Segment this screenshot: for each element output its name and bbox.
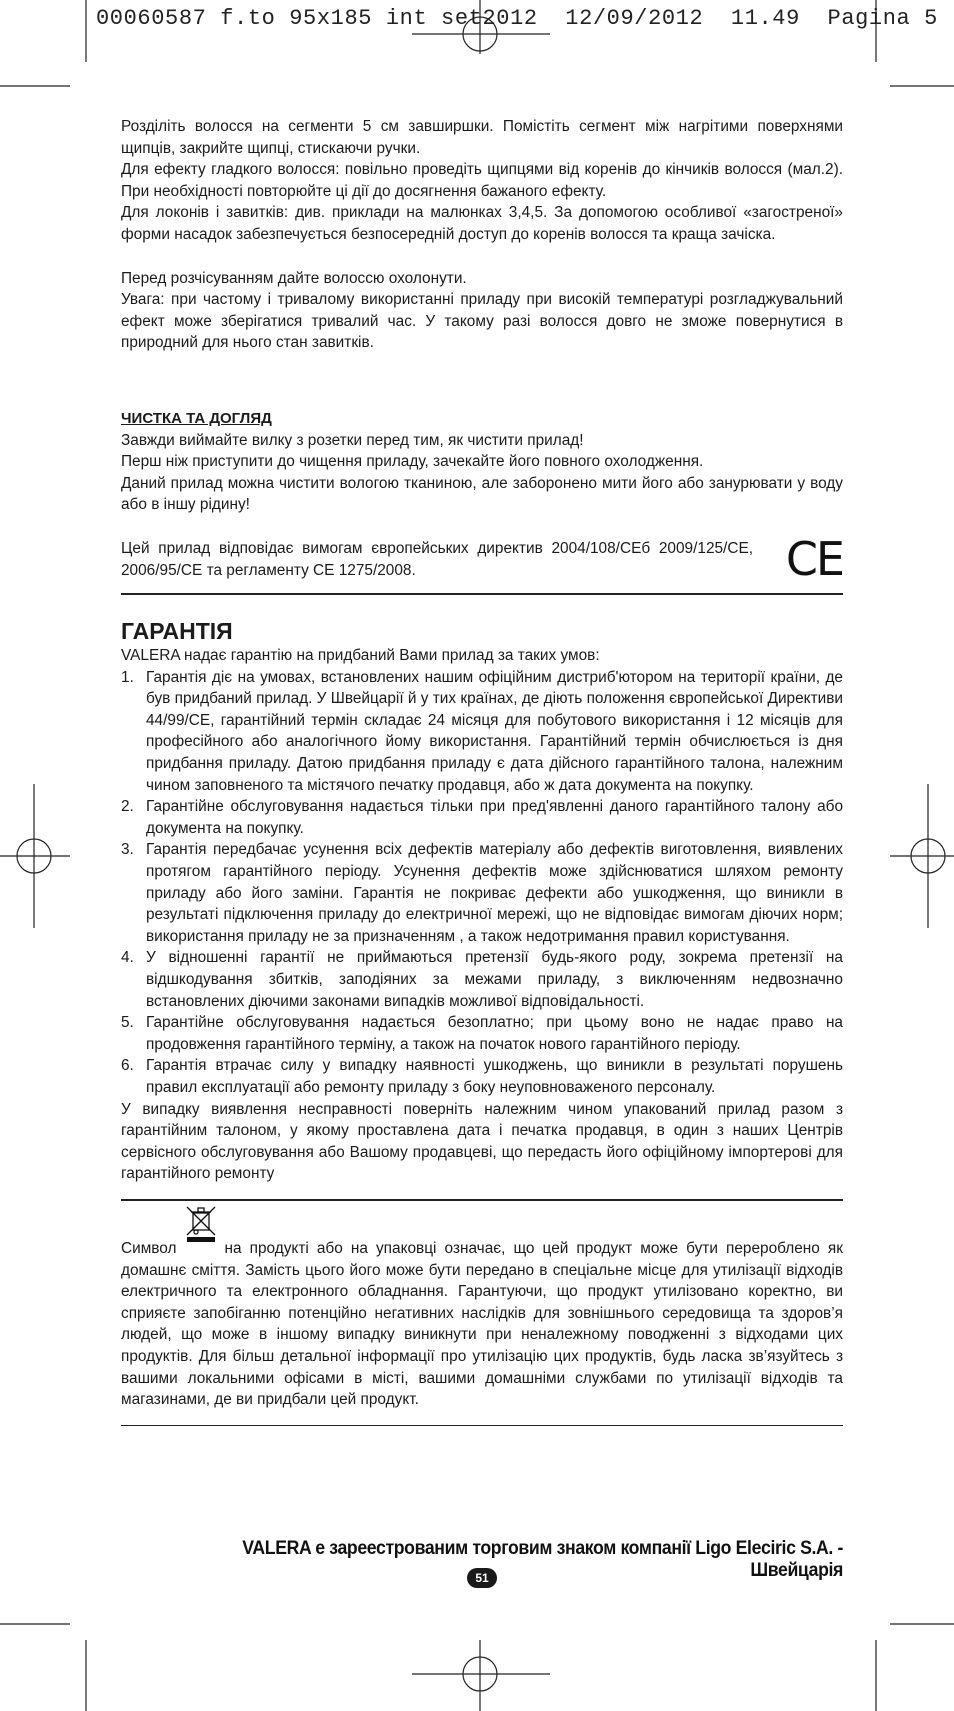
list-number: 3.: [121, 841, 134, 859]
list-item: [121, 839, 843, 947]
usage-paragraph: Розділіть волосся на сегменти 5 см завширшки. Помістіть сегмент між нагрітими поверхнями щипців, закрийте щипці, стискаючи ручки.: [121, 118, 843, 157]
cleaning-paragraph: Завжди виймайте вилку з розетки перед тим, як чистити прилад!: [121, 431, 584, 449]
list-text: Гарантія втрачає силу у випадку наявності ушкоджень, що виникли в результаті порушень правил експлуатації або ремонту приладу з боку неуповноваженого персоналу.: [146, 1057, 843, 1096]
list-number: 4.: [121, 949, 134, 967]
trademark-notice: VALERA е зареестрованим торговим знаком компанії Ligo Elecіric S.A. - Швейцарія: [242, 1538, 844, 1581]
registration-target-bottom: [412, 1640, 550, 1711]
warranty-heading: ГАРАНТІЯ: [121, 618, 233, 645]
list-text: Гарантійне обслуговування надається безоплатно; при цьому воно не надає право на продовження гарантійного терміну, а також на початок нового гарантійного періоду.: [146, 1014, 843, 1053]
page-content: [121, 116, 843, 1426]
list-number: 1.: [121, 668, 134, 686]
cleaning-paragraph: Даний прилад можна чистити вологою тканиною, але заборонено мити його або занурювати у воду або в іншу рідину!: [121, 474, 843, 514]
warranty-intro: VALERA надає гарантію на придбаний Вами прилад за таких умов:: [121, 647, 600, 665]
list-number: 5.: [121, 1014, 134, 1032]
registration-target-left: [0, 784, 70, 928]
list-text: Гарантійне обслуговування надається тільки при пред'явленні даного гарантійного талону або документа на покупку.: [146, 798, 843, 837]
list-item: [121, 1055, 843, 1098]
cooling-paragraph: Перед розчісуванням дайте волоссю охолонути.: [121, 269, 467, 287]
compliance-row: [121, 531, 843, 586]
list-number: 6.: [121, 1057, 134, 1075]
cleaning-section: [121, 408, 843, 586]
list-text: У відношенні гарантії не приймаються претензії будь-якого роду, зокрема претензії на відшкодування збитків, заподіяних за межами приладу, з виключенням недвозначно встановлених діючими законами випадків можливої відповідальності.: [146, 949, 843, 1010]
cleaning-heading: ЧИСТКА ТА ДОГЛЯД: [121, 409, 272, 427]
cooling-paragraph: Увага: при частому і тривалому використанні приладу при високій температурі розгладжувальний ефект може зберігатися тривалий час. У такому разі волосся довго не зможе повернутися в природний для нього стан завитків.: [121, 291, 843, 352]
list-item: [121, 796, 843, 839]
list-item: [121, 1012, 843, 1055]
disposal-lead: Символ: [121, 1239, 177, 1257]
usage-paragraph: Для локонів і завитків: див. приклади на малюнках 3,4,5. За допомогою особливої «загостреної» форми насадок забезпечується безпосередній доступ до коренів волосся та краща зачіска.: [121, 204, 843, 243]
usage-paragraph: Для ефекту гладкого волосся: повільно проведіть щипцями від коренів до кінчиків волосся (мал.2). При необхідності повторюйте ці дії до досягнення бажаного ефекту.: [121, 161, 843, 200]
cleaning-paragraph: Перш ніж приступити до чищення приладу, зачекайте його повного охолодження.: [121, 453, 704, 471]
compliance-text: Цей прилад відповідає вимогам європейських директив 2004/108/СЕб 2009/125/СЕ, 2006/95/СЕ та регламенту СЕ 1275/2008.: [121, 539, 753, 579]
registration-target-right: [890, 784, 954, 928]
crossed-out-wheelie-bin-icon: [183, 1205, 219, 1243]
warranty-terms-list: [121, 667, 843, 1099]
disposal-text: на продукті або на упаковці означає, що цей продукт може бути перероблено як домашнє сміття. Замість цього його може бути передано в спеціальне місце для утилізації відходів електричного та електронного обладнання. Гарантуючи, що продукт утилізовано коректно, ви сприяєте запобіганню потенційно негативних наслідків для зовнішнього середовища та здоров’я людей, що може в іншому випадку виникнути при неналежному поводженні з відходами цих продуктів. Для більш детальної інформації про утилізацію цих продуктів, будь ласка зв’язуйтесь з вашими локальними офісами в місті, вашими домашніми службами по утилізації відходів та магазинами, де ви придбали цей продукт.: [121, 1239, 843, 1409]
page-number-badge: 51: [467, 1568, 497, 1588]
list-text: Гарантія передбачає усунення всіх дефектів матеріалу або дефектів виготовлення, виявлених протягом гарантійного періоду. Усунення дефектів може здійснюватися шляхом ремонту приладу або його заміни. Гарантія не покриває дефекти або ушкодження, що виникли в результаті підключення приладу до електричної мережі, що не відповідає вимогам діючих норм; використання приладу не за призначенням , а також недотримання правил користування.: [146, 841, 843, 945]
list-item: [121, 947, 843, 1012]
print-slug-header: 00060587 f.to 95x185 int set2012 12/09/2012 11.49 Pagina 5: [96, 6, 938, 31]
list-item: [121, 667, 843, 797]
cooling-section: [121, 268, 843, 354]
warranty-closing: У випадку виявлення несправності поверніть належним чином упакований прилад разом з гарантійним талоном, у якому проставлена дата і печатка продавця, в один з наших Центрів сервісного обслуговування або Вашому продавцеві, що передасть його офіційному імпортерові для гарантійного ремонту: [121, 1100, 843, 1183]
disposal-paragraph: [121, 1219, 843, 1411]
warranty-section: [121, 617, 843, 1185]
section-divider: [121, 1425, 843, 1426]
ce-mark-logo: CE: [785, 531, 843, 586]
list-text: Гарантія діє на умовах, встановлених нашим офіційним дистриб'ютором на території країни, де був придбаний прилад. У Швейцарії й у тих країнах, де діють положення європейської Директиви 44/99/СЕ, гарантійний термін складає 24 місяця для побутового використання і 12 місяців для професійного або аналогічного йому використання. Гарантійний термін обчислюється із дня придбання приладу. Датою придбання приладу є дата дійсного гарантійного талона, належним чином заповненого та містячого печатку продавця, або ж дата документа на покупку.: [146, 668, 843, 794]
list-number: 2.: [121, 798, 134, 816]
disposal-section: [121, 1219, 843, 1411]
usage-section: [121, 116, 843, 246]
